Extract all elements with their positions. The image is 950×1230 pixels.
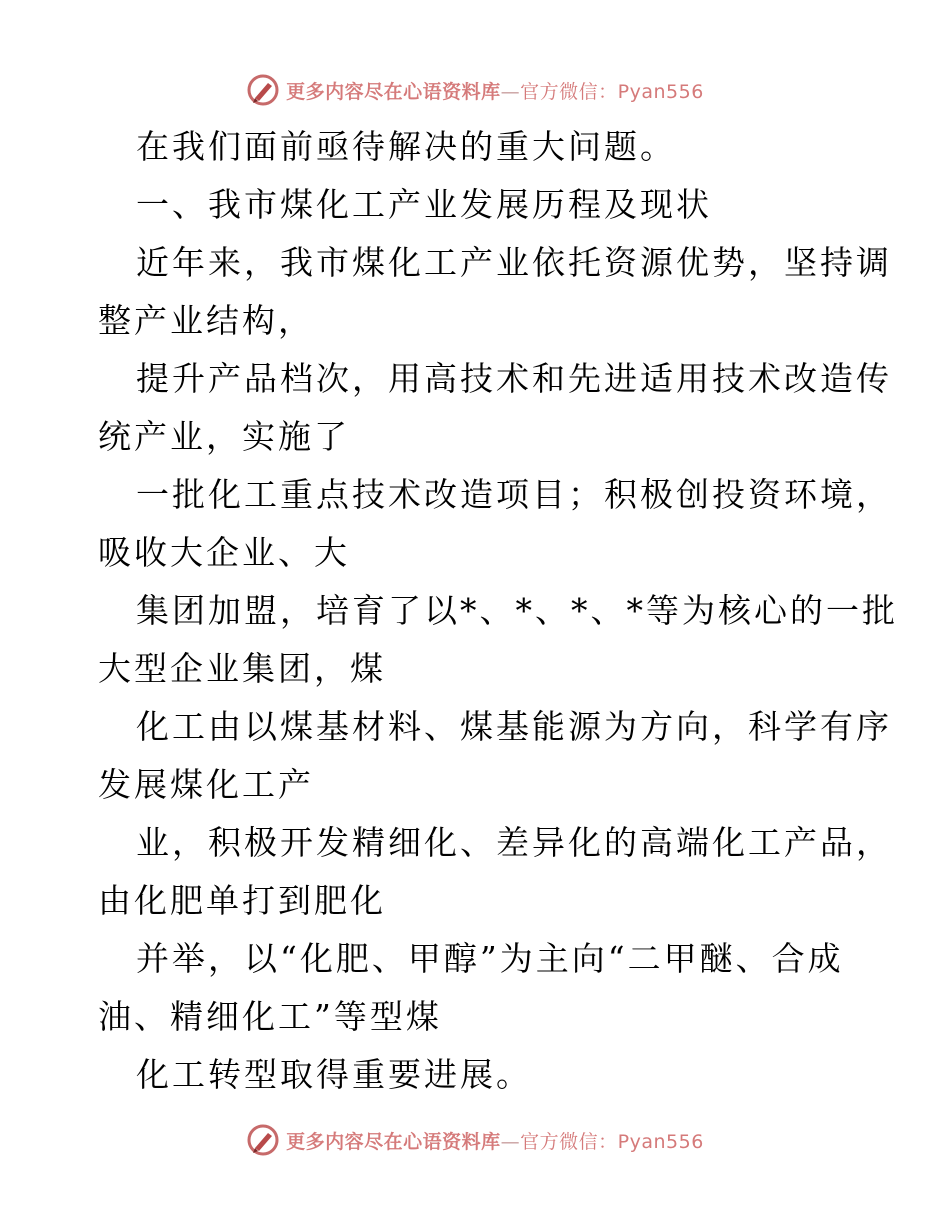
paragraph-line: 在我们面前亟待解决的重大问题。 xyxy=(136,127,676,166)
paragraph-line: 化工转型取得重要进展。 xyxy=(136,1055,532,1094)
paragraph-line: 由化肥单打到肥化 xyxy=(98,881,386,920)
pen-circle-logo-icon xyxy=(246,73,280,107)
paragraph-line: 吸收大企业、大 xyxy=(98,533,350,572)
paragraph-line: 统产业，实施了 xyxy=(98,417,350,456)
watermark-text: 更多内容尽在心语资料库—官方微信：Pyan556 xyxy=(286,80,704,103)
paragraph-line: 业，积极开发精细化、差异化的高端化工产品， xyxy=(136,823,892,862)
document-body xyxy=(98,118,898,1104)
paragraph-line: 油、精细化工”等型煤 xyxy=(98,997,442,1036)
paragraph-line: 并举，以“化肥、甲醇”为主向“二甲醚、合成 xyxy=(136,939,844,978)
paragraph-line: 集团加盟，培育了以*、*、*、*等为核心的一批 xyxy=(136,591,898,630)
paragraph-line: 大型企业集团，煤 xyxy=(98,649,386,688)
section-heading: 一、我市煤化工产业发展历程及现状 xyxy=(136,185,712,224)
header-watermark-banner xyxy=(0,70,950,110)
footer-watermark-banner xyxy=(0,1120,950,1160)
paragraph-line: 发展煤化工产 xyxy=(98,765,314,804)
watermark-text: 更多内容尽在心语资料库—官方微信：Pyan556 xyxy=(286,1130,704,1153)
paragraph-line: 提升产品档次，用高技术和先进适用技术改造传 xyxy=(136,359,892,398)
pen-circle-logo-icon xyxy=(246,1123,280,1157)
paragraph-line: 一批化工重点技术改造项目；积极创投资环境， xyxy=(136,475,892,514)
paragraph-line: 化工由以煤基材料、煤基能源为方向，科学有序 xyxy=(136,707,892,746)
paragraph-line: 近年来，我市煤化工产业依托资源优势，坚持调 xyxy=(136,243,892,282)
paragraph-line: 整产业结构， xyxy=(98,301,314,340)
